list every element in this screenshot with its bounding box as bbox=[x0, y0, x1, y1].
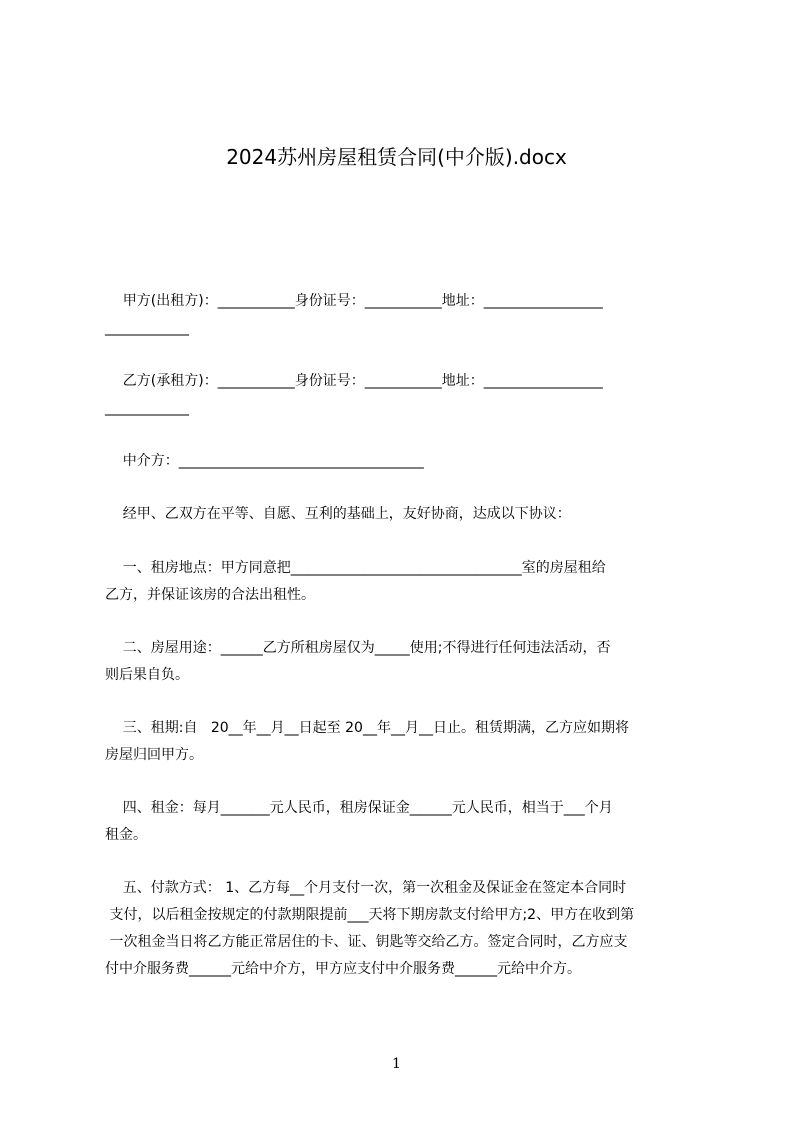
party-a-paragraph bbox=[105, 288, 701, 342]
page-number: 1 bbox=[392, 1056, 401, 1072]
paragraph-line: 甲方(出租方)：___________身份证号：___________地址：_________________ bbox=[105, 293, 603, 309]
paragraph-line: 房屋归回甲方。 bbox=[105, 747, 203, 763]
paragraph-line: 租金。 bbox=[105, 827, 147, 843]
paragraph-line: ____________ bbox=[105, 320, 189, 336]
clause-4-rent bbox=[105, 795, 701, 849]
paragraph-line: 支付，以后租金按规定的付款期限提前___天将下期房款支付给甲方;2、甲方在收到第 bbox=[105, 907, 635, 923]
paragraph-line: 中介方：___________________________________ bbox=[105, 453, 424, 469]
paragraph-line: 二、房屋用途：______乙方所租房屋仅为_____使用;不得进行任何违法活动，否 bbox=[105, 640, 611, 656]
paragraph-line: ____________ bbox=[105, 400, 189, 416]
clause-3-term bbox=[105, 715, 701, 769]
paragraph-line: 经甲、乙双方在平等、自愿、互利的基础上，友好协商，达成以下协议： bbox=[105, 506, 571, 522]
agency-paragraph bbox=[105, 448, 701, 475]
document-title: 2024苏州房屋租赁合同(中介版).docx bbox=[226, 145, 567, 169]
intro-paragraph bbox=[105, 501, 701, 528]
paragraph-line: 一次租金当日将乙方能正常居住的卡、证、钥匙等交给乙方。签定合同时，乙方应支 bbox=[105, 934, 628, 950]
paragraph-line: 四、租金：每月_______元人民币，租房保证金______元人民币，相当于___个月 bbox=[105, 800, 613, 816]
paragraph-line: 一、租房地点：甲方同意把_________________________________室的房屋租给 bbox=[105, 560, 606, 576]
clause-1-location bbox=[105, 555, 701, 609]
paragraph-line: 付中介服务费______元给中介方，甲方应支付中介服务费______元给中介方。 bbox=[105, 961, 581, 977]
paragraph-line: 三、租期:自 20__年__月__日起至 20__年__月__日止。租赁期满，乙方应如期将 bbox=[105, 720, 629, 736]
paragraph-line: 五、付款方式： 1、乙方每__个月支付一次，第一次租金及保证金在签定本合同时 bbox=[105, 880, 627, 896]
party-b-paragraph bbox=[105, 368, 701, 422]
clause-2-usage bbox=[105, 635, 701, 689]
paragraph-line: 乙方(承租方)：___________身份证号：___________地址：_________________ bbox=[105, 373, 603, 389]
clause-5-payment bbox=[105, 875, 701, 983]
paragraph-line: 乙方，并保证该房的合法出租性。 bbox=[105, 587, 315, 603]
paragraph-line: 则后果自负。 bbox=[105, 667, 189, 683]
